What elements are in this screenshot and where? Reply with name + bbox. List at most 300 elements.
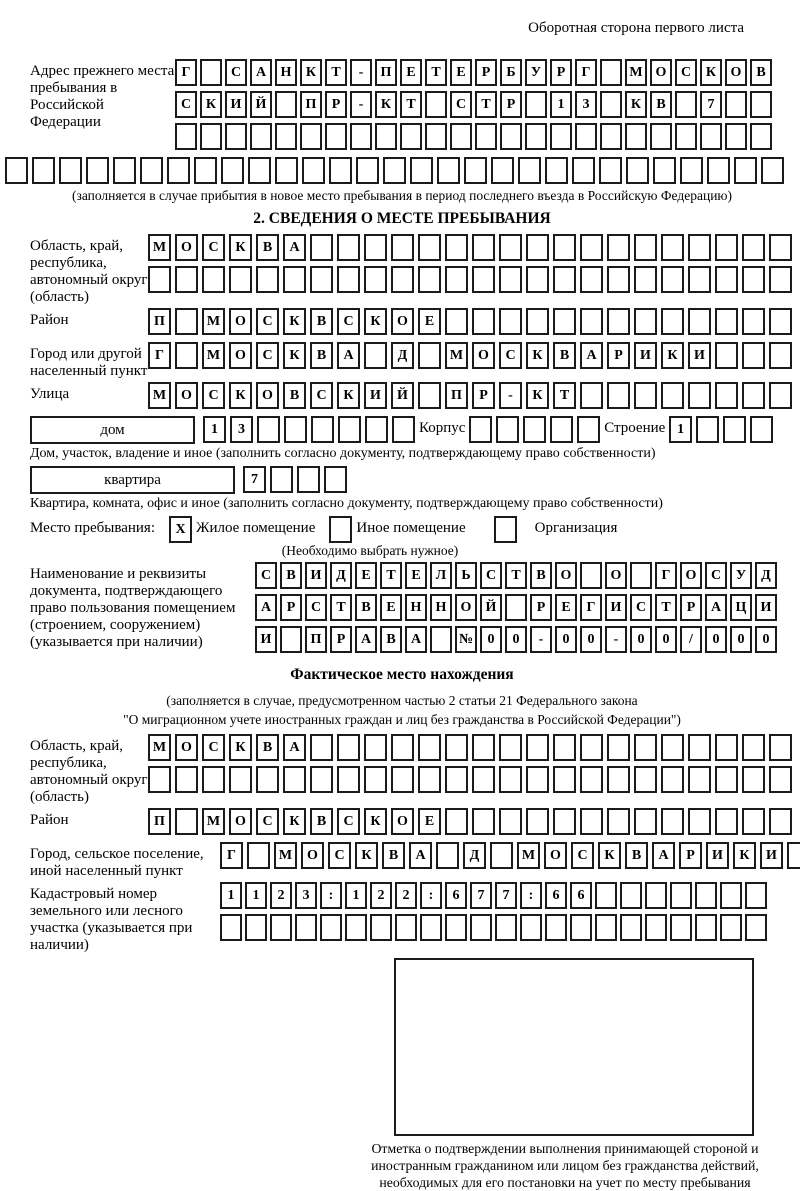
char-cell: К	[300, 59, 322, 86]
char-cell: С	[256, 808, 279, 835]
char-cell: Т	[400, 91, 422, 118]
char-cell: Р	[530, 594, 552, 621]
char-cell	[761, 157, 784, 184]
char-cell: С	[630, 594, 652, 621]
char-cell	[553, 734, 576, 761]
char-cell	[5, 157, 28, 184]
char-cell: Е	[450, 59, 472, 86]
char-cell: 1	[550, 91, 572, 118]
region-block	[30, 234, 796, 306]
street-label: Улица	[30, 385, 70, 402]
cadastral-row-2	[220, 914, 770, 942]
char-cell	[720, 914, 742, 941]
char-cell	[337, 266, 360, 293]
char-cell: А	[580, 342, 603, 369]
char-cell: Г	[575, 59, 597, 86]
char-cell: С	[256, 308, 279, 335]
char-cell: К	[283, 308, 306, 335]
char-cell	[175, 766, 198, 793]
char-cell	[140, 157, 163, 184]
char-cell: Т	[655, 594, 677, 621]
char-cell	[325, 123, 347, 150]
char-cell	[229, 766, 252, 793]
char-cell	[661, 234, 684, 261]
char-cell	[661, 266, 684, 293]
char-cell	[580, 562, 602, 589]
document-block	[30, 562, 796, 658]
char-cell	[32, 157, 55, 184]
char-cell: Р	[325, 91, 347, 118]
char-cell: -	[350, 91, 372, 118]
char-cell: О	[229, 342, 252, 369]
char-cell	[445, 766, 468, 793]
char-cell	[437, 157, 460, 184]
char-cell	[270, 914, 292, 941]
char-cell	[670, 882, 692, 909]
char-cell: Н	[405, 594, 427, 621]
actual-location-note-1: (заполняется в случае, предусмотренном частью 2 статьи 21 Федерального закона	[166, 693, 638, 709]
street-row	[148, 382, 796, 410]
char-cell	[445, 808, 468, 835]
char-cell: -	[499, 382, 522, 409]
char-cell	[769, 234, 792, 261]
char-cell: К	[733, 842, 756, 869]
char-cell: Г	[175, 59, 197, 86]
char-cell	[499, 308, 522, 335]
char-cell: С	[337, 308, 360, 335]
char-cell: Д	[755, 562, 777, 589]
char-cell: М	[202, 808, 225, 835]
char-cell	[337, 766, 360, 793]
char-cell: К	[283, 808, 306, 835]
char-cell	[275, 157, 298, 184]
char-cell	[496, 416, 519, 443]
char-cell	[620, 914, 642, 941]
char-cell	[167, 157, 190, 184]
char-cell	[470, 914, 492, 941]
char-cell: Р	[472, 382, 495, 409]
char-cell	[769, 308, 792, 335]
char-cell	[607, 234, 630, 261]
char-cell	[175, 266, 198, 293]
char-cell: С	[450, 91, 472, 118]
char-cell: М	[148, 382, 171, 409]
char-cell: К	[283, 342, 306, 369]
char-cell	[247, 842, 270, 869]
char-cell: :	[520, 882, 542, 909]
char-cell: В	[256, 734, 279, 761]
char-cell: С	[305, 594, 327, 621]
char-cell	[310, 234, 333, 261]
char-cell	[392, 416, 415, 443]
char-cell	[526, 234, 549, 261]
char-cell	[607, 808, 630, 835]
char-cell: Е	[418, 808, 441, 835]
char-cell: П	[300, 91, 322, 118]
char-cell	[634, 266, 657, 293]
char-cell: :	[320, 882, 342, 909]
char-cell: Р	[607, 342, 630, 369]
char-cell: Р	[280, 594, 302, 621]
char-cell: В	[280, 562, 302, 589]
char-cell	[364, 766, 387, 793]
char-cell	[553, 308, 576, 335]
previous-address-row-3	[175, 123, 775, 151]
char-cell	[445, 914, 467, 941]
char-cell	[200, 123, 222, 150]
char-cell	[570, 914, 592, 941]
char-cell: Г	[580, 594, 602, 621]
char-cell: К	[200, 91, 222, 118]
char-cell	[472, 308, 495, 335]
char-cell	[338, 416, 361, 443]
char-cell: 0	[705, 626, 727, 653]
char-cell	[688, 308, 711, 335]
char-cell: О	[256, 382, 279, 409]
char-cell: С	[255, 562, 277, 589]
char-cell: С	[675, 59, 697, 86]
char-cell	[742, 342, 765, 369]
char-cell: М	[445, 342, 468, 369]
char-cell	[329, 157, 352, 184]
char-cell	[364, 266, 387, 293]
char-cell	[675, 91, 697, 118]
char-cell	[356, 157, 379, 184]
option-organization-label: Организация	[534, 519, 618, 536]
char-cell	[418, 234, 441, 261]
char-cell	[391, 766, 414, 793]
char-cell	[645, 914, 667, 941]
char-cell	[311, 416, 334, 443]
char-cell	[445, 734, 468, 761]
char-cell	[256, 266, 279, 293]
char-cell	[250, 123, 272, 150]
char-cell: Р	[679, 842, 702, 869]
char-cell: В	[310, 308, 333, 335]
char-cell	[445, 266, 468, 293]
char-cell: Н	[275, 59, 297, 86]
char-cell	[302, 157, 325, 184]
char-cell: В	[625, 842, 648, 869]
char-cell	[505, 594, 527, 621]
char-cell	[607, 266, 630, 293]
char-cell	[430, 626, 452, 653]
char-cell	[720, 882, 742, 909]
stamp-area	[366, 958, 764, 1191]
char-cell	[580, 234, 603, 261]
char-cell	[742, 382, 765, 409]
char-cell	[499, 266, 522, 293]
char-cell	[550, 123, 572, 150]
char-cell	[425, 123, 447, 150]
char-cell: К	[355, 842, 378, 869]
char-cell: В	[355, 594, 377, 621]
char-cell: 7	[700, 91, 722, 118]
char-cell: В	[650, 91, 672, 118]
previous-address-label: Адрес прежнего места пребывания в Российской Федерации	[30, 63, 175, 131]
section2-title: 2. СВЕДЕНИЯ О МЕСТЕ ПРЕБЫВАНИЯ	[253, 209, 551, 227]
district-label: Район	[30, 311, 69, 328]
char-cell	[661, 734, 684, 761]
char-cell: О	[175, 382, 198, 409]
char-cell	[645, 882, 667, 909]
char-cell	[391, 234, 414, 261]
char-cell	[742, 308, 765, 335]
char-cell	[202, 766, 225, 793]
char-cell: Е	[555, 594, 577, 621]
previous-address-row-2	[175, 91, 775, 119]
char-cell	[723, 416, 746, 443]
char-cell	[472, 766, 495, 793]
char-cell: О	[455, 594, 477, 621]
char-cell: Е	[380, 594, 402, 621]
char-cell	[688, 234, 711, 261]
char-cell: Й	[480, 594, 502, 621]
korpus-label: Корпус	[419, 419, 466, 436]
house-note: Дом, участок, владение и иное (заполнить согласно документу, подтверждающему право собственности)	[30, 445, 656, 461]
sheet-side-note: Оборотная сторона первого листа	[528, 20, 744, 36]
char-cell	[275, 123, 297, 150]
char-cell	[523, 416, 546, 443]
char-cell	[310, 266, 333, 293]
char-cell: 0	[755, 626, 777, 653]
char-cell: С	[310, 382, 333, 409]
checkbox-other-premises	[329, 516, 352, 543]
char-cell	[769, 766, 792, 793]
stay-type-label: Место пребывания:	[30, 519, 155, 536]
char-cell: К	[375, 91, 397, 118]
char-cell	[526, 808, 549, 835]
char-cell	[256, 766, 279, 793]
char-cell	[607, 734, 630, 761]
char-cell	[700, 123, 722, 150]
char-cell: В	[382, 842, 405, 869]
char-cell	[337, 734, 360, 761]
char-cell: О	[605, 562, 627, 589]
char-cell	[500, 123, 522, 150]
char-cell	[769, 382, 792, 409]
document-label: Наименование и реквизиты документа, подтверждающего право пользования помещением (строением, сооружением) (указывается при наличии)	[30, 566, 236, 651]
char-cell: 7	[243, 466, 266, 493]
char-cell: А	[409, 842, 432, 869]
char-cell	[526, 734, 549, 761]
char-cell: Н	[430, 594, 452, 621]
char-cell: Б	[500, 59, 522, 86]
char-cell: Д	[463, 842, 486, 869]
char-cell	[175, 308, 198, 335]
char-cell: О	[544, 842, 567, 869]
char-cell: Е	[405, 562, 427, 589]
char-cell	[769, 808, 792, 835]
char-cell	[445, 234, 468, 261]
city-row	[148, 342, 796, 370]
char-cell: №	[455, 626, 477, 653]
char-cell: 7	[470, 882, 492, 909]
char-cell: О	[391, 308, 414, 335]
char-cell	[283, 766, 306, 793]
char-cell	[607, 308, 630, 335]
stamp-caption: Отметка о подтверждении выполнения принимающей стороной и иностранным гражданином или лицом без гражданства действий, необходимых для его постановки на учет по месту пребывания	[371, 1141, 759, 1191]
char-cell	[175, 123, 197, 150]
char-cell	[400, 123, 422, 150]
char-cell	[370, 914, 392, 941]
char-cell	[475, 123, 497, 150]
char-cell	[526, 266, 549, 293]
char-cell	[490, 842, 513, 869]
char-cell	[715, 808, 738, 835]
char-cell	[707, 157, 730, 184]
char-cell	[688, 382, 711, 409]
char-cell	[750, 416, 773, 443]
actual-region-label: Область, край, республика, автономный округ (область)	[30, 738, 148, 806]
char-cell	[688, 734, 711, 761]
char-cell	[688, 808, 711, 835]
char-cell: У	[525, 59, 547, 86]
region-label: Область, край, республика, автономный округ (область)	[30, 237, 148, 305]
char-cell	[550, 416, 573, 443]
char-cell	[769, 342, 792, 369]
cadastral-block	[30, 882, 796, 954]
actual-region-block	[30, 734, 796, 806]
actual-region-row-2	[148, 766, 796, 794]
char-cell: О	[301, 842, 324, 869]
char-cell: В	[256, 234, 279, 261]
char-cell: К	[526, 342, 549, 369]
char-cell: В	[310, 342, 333, 369]
char-cell	[350, 123, 372, 150]
char-cell: 3	[295, 882, 317, 909]
char-cell	[418, 266, 441, 293]
char-cell	[202, 266, 225, 293]
char-cell	[221, 157, 244, 184]
char-cell	[86, 157, 109, 184]
char-cell	[148, 766, 171, 793]
char-cell	[225, 123, 247, 150]
document-row-2	[255, 594, 780, 622]
char-cell: С	[705, 562, 727, 589]
char-cell	[653, 157, 676, 184]
actual-district-block	[30, 808, 796, 840]
char-cell	[499, 734, 522, 761]
document-row-1	[255, 562, 780, 590]
char-cell	[620, 882, 642, 909]
checkbox-residential: X	[169, 516, 192, 543]
char-cell	[418, 382, 441, 409]
char-cell	[113, 157, 136, 184]
char-cell: 1	[345, 882, 367, 909]
apartment-note: Квартира, комната, офис и иное (заполнить согласно документу, подтверждающему право собственности)	[30, 495, 663, 511]
char-cell: 6	[570, 882, 592, 909]
char-cell	[742, 734, 765, 761]
char-cell	[742, 808, 765, 835]
char-cell: К	[700, 59, 722, 86]
char-cell: М	[202, 308, 225, 335]
char-cell	[634, 766, 657, 793]
char-cell	[715, 342, 738, 369]
actual-region-row-1	[148, 734, 796, 762]
char-cell: -	[605, 626, 627, 653]
char-cell: 6	[445, 882, 467, 909]
char-cell: С	[499, 342, 522, 369]
char-cell	[229, 266, 252, 293]
char-cell	[499, 808, 522, 835]
char-cell: И	[760, 842, 783, 869]
char-cell: М	[148, 234, 171, 261]
char-cell: В	[283, 382, 306, 409]
char-cell: А	[283, 734, 306, 761]
char-cell	[175, 808, 198, 835]
actual-city-block	[30, 842, 796, 880]
char-cell	[750, 123, 772, 150]
char-cell: В	[553, 342, 576, 369]
char-cell	[577, 416, 600, 443]
char-cell: В	[750, 59, 772, 86]
previous-address-block	[30, 59, 796, 155]
char-cell: А	[705, 594, 727, 621]
char-cell: Г	[220, 842, 243, 869]
char-cell	[383, 157, 406, 184]
char-cell	[337, 234, 360, 261]
stay-type-note: (Необходимо выбрать нужное)	[281, 542, 459, 558]
char-cell	[595, 882, 617, 909]
char-cell: /	[680, 626, 702, 653]
char-cell	[661, 808, 684, 835]
checkbox-organization	[494, 516, 517, 543]
char-cell: О	[229, 308, 252, 335]
char-cell	[472, 734, 495, 761]
char-cell	[715, 308, 738, 335]
char-cell: Г	[655, 562, 677, 589]
char-cell	[670, 914, 692, 941]
char-cell: 1	[245, 882, 267, 909]
char-cell: Р	[680, 594, 702, 621]
char-cell	[607, 766, 630, 793]
actual-city-row	[220, 842, 800, 870]
char-cell: И	[255, 626, 277, 653]
char-cell: 0	[630, 626, 652, 653]
char-cell	[580, 266, 603, 293]
char-cell	[630, 562, 652, 589]
house-row	[30, 416, 796, 444]
char-cell: О	[472, 342, 495, 369]
cadastral-label: Кадастровый номер земельного или лесного участка (указывается при наличии)	[30, 886, 193, 954]
char-cell: Т	[505, 562, 527, 589]
char-cell: П	[375, 59, 397, 86]
char-cell: 1	[203, 416, 226, 443]
char-cell	[787, 842, 800, 869]
street-block	[30, 382, 796, 414]
char-cell	[553, 766, 576, 793]
char-cell	[634, 808, 657, 835]
char-cell	[464, 157, 487, 184]
char-cell	[572, 157, 595, 184]
char-cell: А	[283, 234, 306, 261]
char-cell: Е	[400, 59, 422, 86]
char-cell: Р	[500, 91, 522, 118]
char-cell	[580, 766, 603, 793]
char-cell	[297, 466, 320, 493]
char-cell	[553, 234, 576, 261]
char-cell	[599, 157, 622, 184]
char-cell	[391, 266, 414, 293]
char-cell: А	[337, 342, 360, 369]
char-cell: 0	[580, 626, 602, 653]
char-cell	[59, 157, 82, 184]
cadastral-row-1	[220, 882, 770, 910]
char-cell: С	[202, 734, 225, 761]
char-cell	[495, 914, 517, 941]
char-cell: 2	[370, 882, 392, 909]
